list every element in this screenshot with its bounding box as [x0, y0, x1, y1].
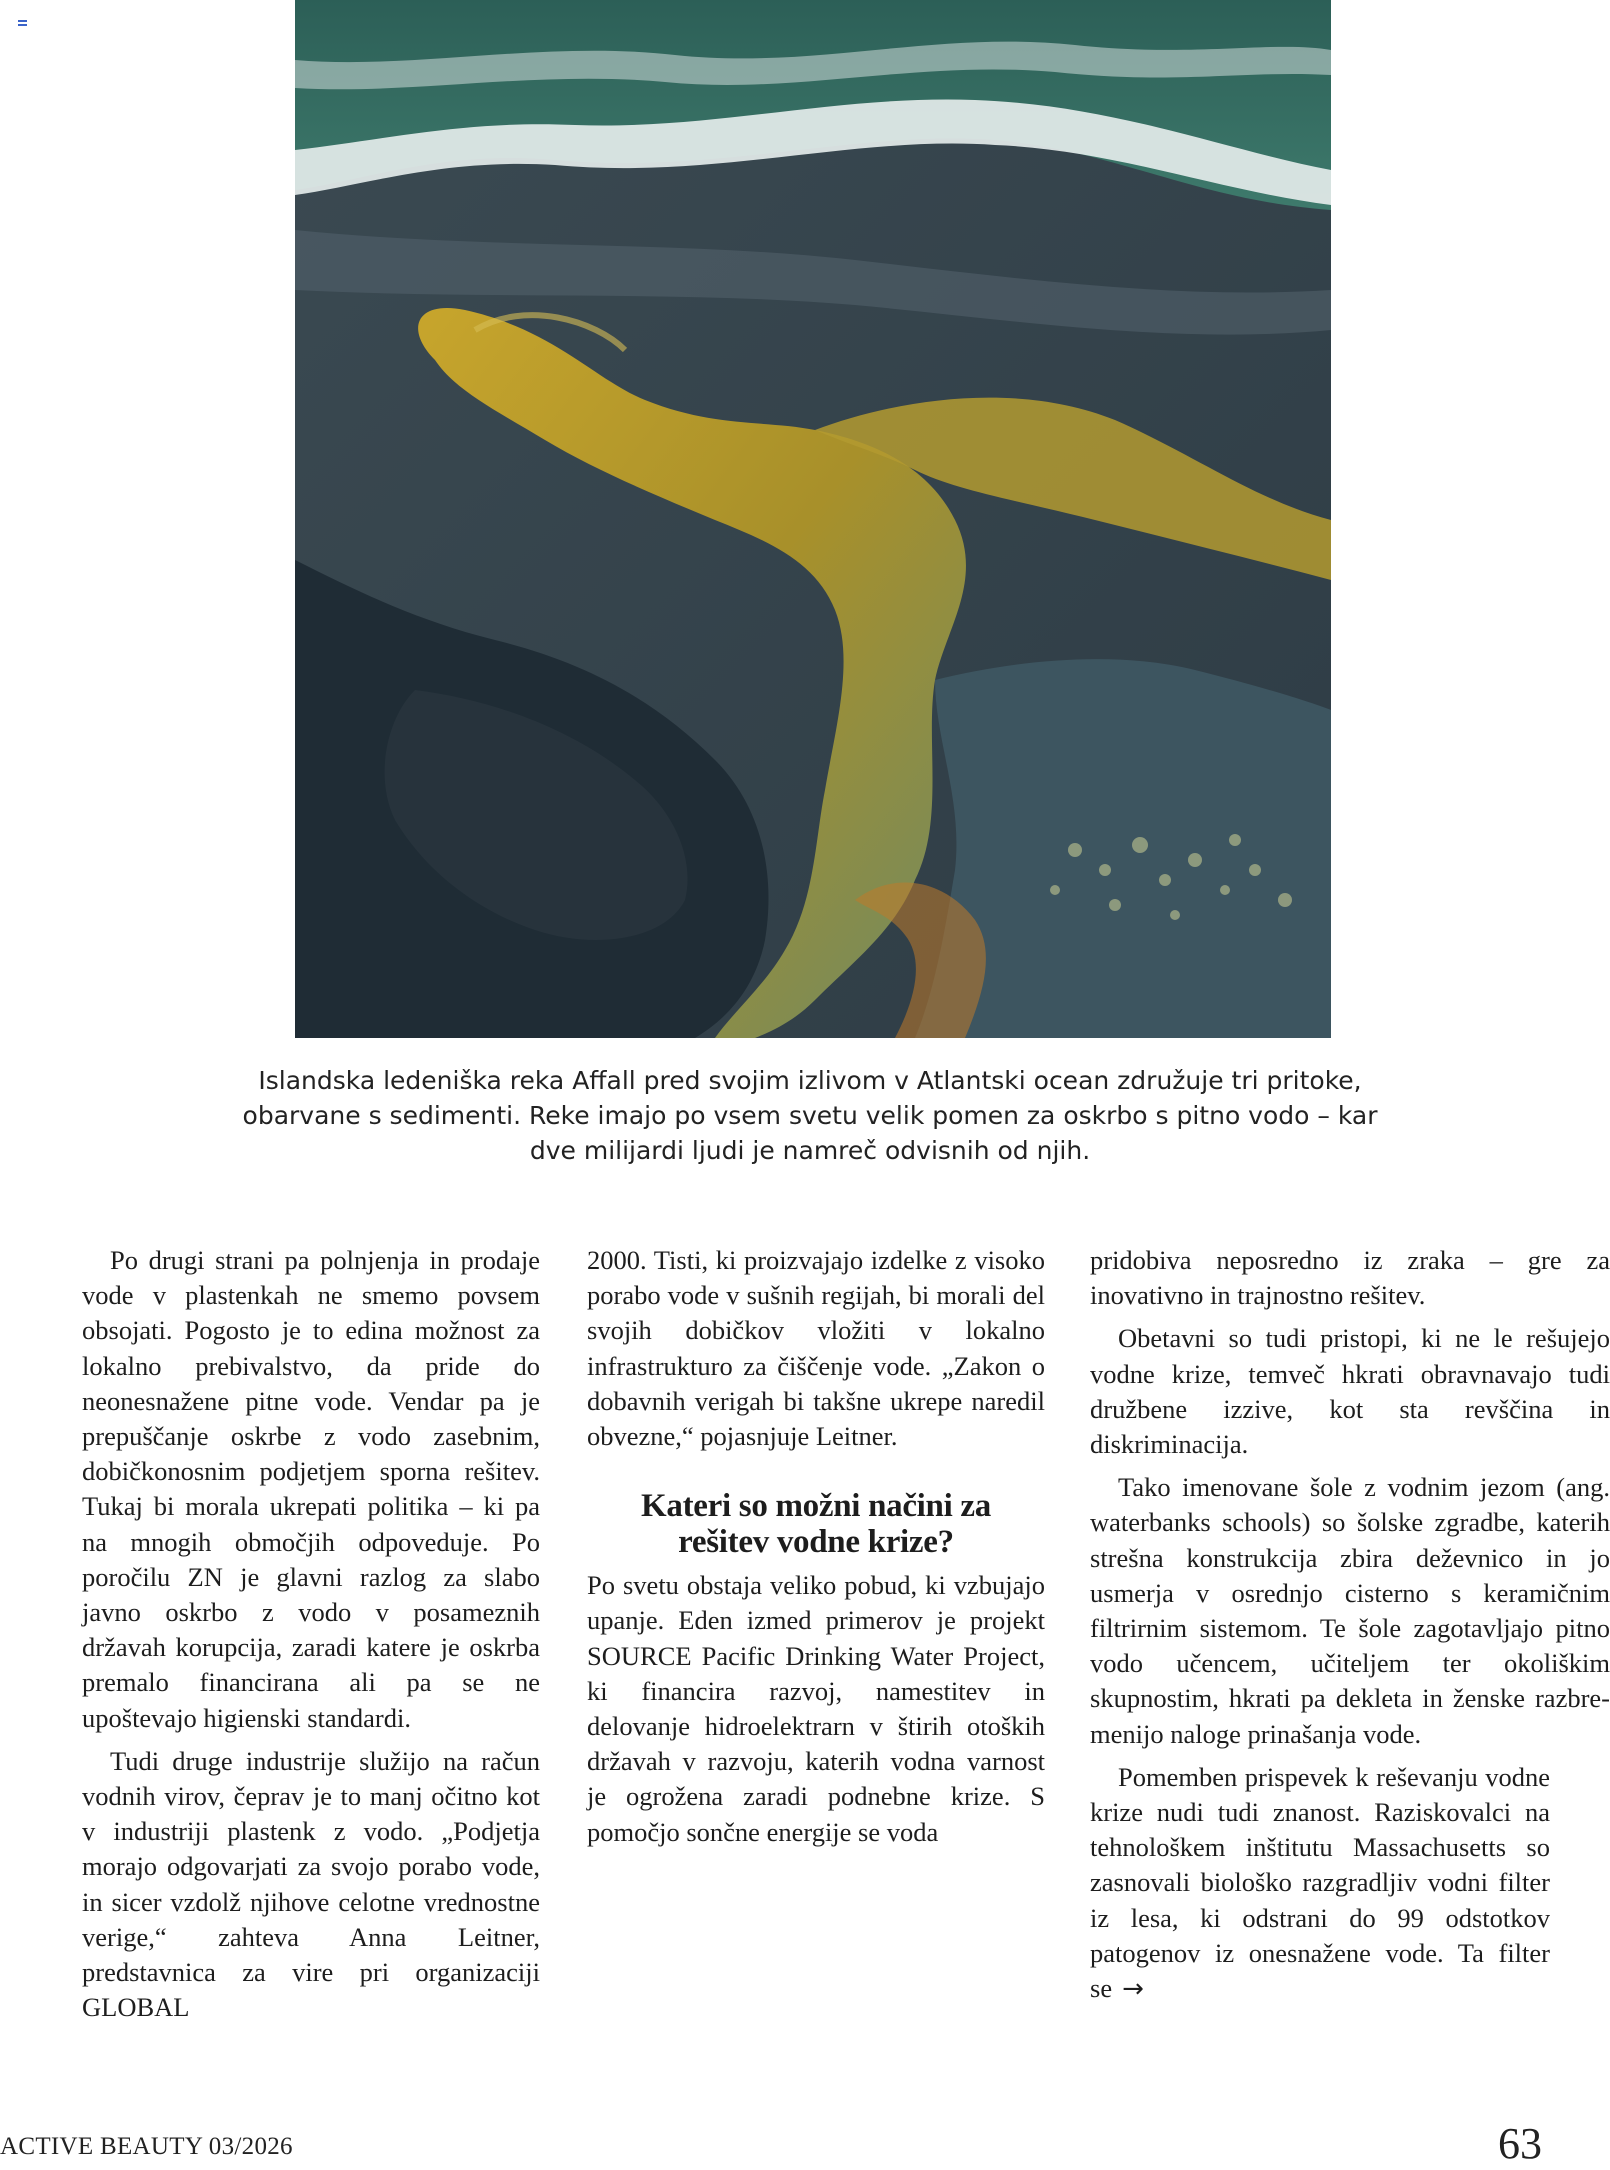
section-heading [587, 1488, 1045, 1560]
caption-line: dve milijardi ljudi je namreč odvisnih od njih. [529, 1136, 1091, 1165]
article-column-2 [587, 1243, 1045, 1858]
paragraph: Po drugi strani pa polnjenja in prodaje vode v plastenkah ne smemo povsem obsojati. Pogosto je to edina možnost za lokalno prebivalstvo, da pride do neonesnažene pitne vode. Vendar pa je prepuščanje oskrbe z vodo zasebnim, dobičkonosnim podjetjem sporna rešitev. Tukaj bi morala ukrepati politika – ki pa na mnogih območjih odpoveduje. Po poročilu ZN je glavni razlog za slabo javno oskrbo z vodo v posameznih državah korupcija, zaradi katere je oskrba premalo financirana ali pa se ne upoštevajo higienski standardi. [82, 1245, 540, 1733]
paragraph [1090, 1760, 1550, 2007]
article-column-1 [82, 1243, 540, 2033]
paragraph-text: Pomemben prispevek k reševanju vodne krize nudi tudi znanost. Raziskovalci na tehnološkem inštitutu Massachusetts so zasnovali biološko razgradljiv vodni filter iz lesa, ki odstrani do 99 odstotkov patogenov iz onesnažene vode. Ta filter se [1090, 1761, 1550, 2004]
heading-line: Kateri so možni načini za [641, 1488, 991, 1525]
paragraph: Tako imenovane šole z vodnim jezom (ang. waterbanks schools) so šolske zgradbe, katerih strešna konstrukcija zbira deževnico in jo usmerja v osrednjo cisterno s keramičnim filtrirnim sistemom. Te šole zagotavljajo pitno vodo učencem, učiteljem ter okoliškim skupnostim, hkrati pa dekleta in ženske razbremenijo naloge prinašanja vode. [1090, 1472, 1610, 1749]
page-number: 63 [1498, 2119, 1542, 2168]
heading-line: rešitev vodne krize? [678, 1524, 954, 1561]
paragraph: Obetavni so tudi pristopi, ki ne le rešujejo vodne krize, temveč hkrati obravnavajo tudi družbene izzive, kot sta revščina in diskriminacija. [1090, 1323, 1610, 1460]
paragraph: 2000. Tisti, ki proizvajajo izdelke z visoko porabo vode v sušnih regijah, bi morali del svojih dobičkov vložiti v lokalno infrastrukturo za čiščenje vode. „Zakon o dobavnih verigah bi takšne ukrepe naredil obvezne,“ pojasnjuje Leitner. [587, 1245, 1045, 1452]
article-column-3 [1090, 1243, 1610, 2015]
caption-line: obarvane s sedimenti. Reke imajo po vsem svetu velik pomen za oskrbo s pitno vodo – kar [242, 1101, 1378, 1130]
paragraph: Tudi druge industrije služijo na račun vodnih virov, čeprav je to manj očitno kot v industriji plastenk z vodo. „Podjetja morajo odgovarjati za svojo porabo vode, in sicer vzdolž njihove celotne vrednostne verige,“ zahteva Anna Leitner, predstavnica za vire pri organizaciji GLOBAL [82, 1745, 540, 2023]
caption-line: Islandska ledeniška reka Affall pred svojim izlivom v Atlantski ocean združuje tri pritoke, [258, 1066, 1362, 1095]
magazine-issue: ACTIVE BEAUTY 03/2026 [0, 2133, 293, 2160]
river-delta-photo [295, 0, 1331, 1038]
continue-arrow-icon: → [1122, 1974, 1144, 2005]
menu-mark-icon [18, 20, 27, 26]
paragraph: pridobiva neposredno iz zraka – gre za inovativno in trajnostno rešitev. [1090, 1245, 1610, 1311]
photo-caption [220, 1063, 1400, 1168]
paragraph: Po svetu obstaja veliko pobud, ki vzbujajo upanje. Eden izmed primerov je projekt SOURCE Pacific Drinking Water Project, ki financira razvoj, namestitev in delovanje hidroelektrarn v štirih otoških državah v razvoju, katerih vodna varnost je ogrožena zaradi podnebne krize. S pomočjo sončne energije se voda [587, 1570, 1045, 1847]
